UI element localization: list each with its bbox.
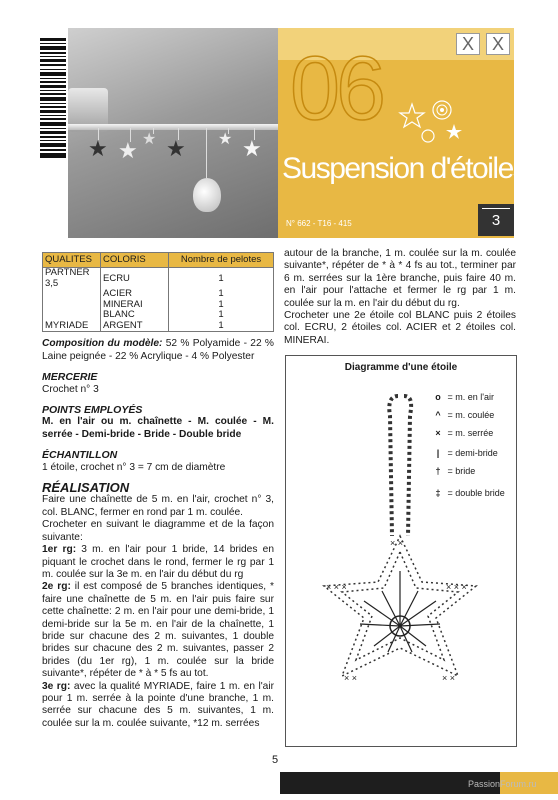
section-points [42,404,274,441]
table-header-pelotes: Nombre de pelotes [169,253,274,268]
curtain-rod [68,124,278,130]
row-label: 1er rg: [42,544,77,556]
section-title: RÉALISATION [42,480,130,496]
second-star-text: Crocheter une 2e étoile col BLANC puis 2 étoiles col. ECRU, 2 étoiles col. ACIER et 2 étoiles col. MINERAI. [284,310,516,346]
legend-text: = m. en l'air [447,392,495,402]
checkbox-difficulty-2: X [486,33,510,55]
slip-stitch-icon: ^ [435,410,441,420]
right-column [284,248,516,347]
row-1-instructions [42,544,274,581]
section-text: Faire une chaînette de 5 m. en l'air, crochet n° 3, col. BLANC, fermer en rond par 1 m. coulée. [42,494,274,518]
legend-text: = m. serrée [447,428,494,438]
glass-ornament [193,178,221,212]
svg-text:× ×: × × [344,673,358,683]
treble-crochet-icon: ‡ [435,488,441,498]
table-cell: ECRU [101,268,169,290]
barcode [40,38,66,158]
single-crochet-icon: × [435,428,441,438]
pattern-title: Suspension d'étoiles [282,152,527,185]
half-double-crochet-icon: | [436,448,440,458]
svg-text:× ×: × × [442,673,456,683]
star-ornament: ★ [88,136,108,161]
legend-text: = bride [447,466,476,476]
stars-decoration-icon [398,96,470,146]
section-text: M. en l'air ou m. chaînette - M. coulée - M. serrée - Demi-bride - Bride - Double bride [42,416,274,440]
table-cell: ARGENT [101,321,169,332]
thread [206,128,207,178]
table-row [43,321,274,332]
table-cell: 1 [169,310,274,321]
table-cell: 1 [169,268,274,290]
materials-table [42,252,274,332]
left-column [42,252,274,730]
table-cell [43,289,101,300]
table-row [43,289,274,300]
section-realisation [42,482,274,730]
svg-text:× × ×: × × × [446,582,467,592]
table-cell: 1 [169,289,274,300]
star-ornament: ★ [166,136,186,161]
page-tab-line [482,208,510,209]
pattern-number: 06 [290,39,383,139]
chain-stitch-icon: o [435,392,441,402]
site-watermark: PassionForum.ru [468,779,537,789]
section-text: Crochet n° 3 [42,383,99,395]
checkbox-difficulty-1: X [456,33,480,55]
table-row [43,300,274,311]
table-cell: PARTNER 3,5 [43,268,101,290]
star-ornament: ★ [142,131,157,148]
star-ornament: ★ [118,138,138,163]
section-title: ÉCHANTILLON [42,449,118,462]
composition-label: Composition du modèle: [42,338,163,350]
section-mercerie [42,371,274,396]
star-diagram [285,355,517,747]
row-text: il est composé de 5 branches identiques, * faire une chaînette de 5 m. en l'air puis faire sur cette chaînette: 2 m. en l'air pour une demi-bride, 1 demi-bride sur la 5e m. en l'air de la chaînette, 1 bride sur chacune des 2 m. suivantes, 1 double brides sur chacune des 2 m. suivantes, passer 2 brides (du 1er rg), 1 m. coulée sur la bride suivante*, répéter de * à * 5 fs au tot. [42,581,274,680]
row-label: 3e rg: [42,680,71,692]
row-2-instructions [42,581,274,680]
legend-text: = demi-bride [447,448,498,458]
row-label: 2e rg: [42,581,71,593]
page-number: 5 [272,754,279,766]
table-cell: ACIER [101,289,169,300]
table-header-coloris: COLORIS [101,253,169,268]
section-title: POINTS EMPLOYÉS [42,404,143,417]
table-row [43,268,274,290]
pattern-reference: N° 662 - T16 - 415 [286,219,352,228]
star-ornament: ★ [218,131,233,148]
section-text: Crocheter en suivant le diagramme et de la façon suivante: [42,519,274,543]
page-tab [478,204,514,236]
diagram-title: Diagramme d'une étoile [344,362,458,373]
legend-text: = double bride [447,488,505,498]
svg-text:× ×: × × [390,538,404,548]
header-photo [68,28,278,238]
composition [42,338,274,363]
star-chart-icon [286,356,516,746]
star-ornament: ★ [242,136,262,161]
composition-text: 52 % Polyamide - 22 % Laine peignée - 22 % Acrylique - 4 % Polyester [42,338,274,362]
row-text: avec la qualité MYRIADE, faire 1 m. en l'air pour 1 m. serrée à la pointe d'une branche, 1 m. serrée sur chacune des 5 m. suivantes, 1 m. coulée sur la m. coulée suivante, *12 m. serrées [42,680,274,729]
table-cell: BLANC [101,310,169,321]
table-cell: MYRIADE [43,321,101,332]
row-3-instructions [42,681,274,731]
section-title: MERCERIE [42,371,98,384]
page-tab-number: 3 [491,212,501,229]
svg-text:× × ×: × × × [326,582,347,592]
row-text: 3 m. en l'air pour 1 bride, 14 brides en piquant le crochet dans le rond, fermer le rg par 1 m. coulée sur la 3e m. en l'air du début du rg [42,544,274,580]
double-crochet-icon: † [435,466,441,476]
section-text: 1 étoile, crochet n° 3 = 7 cm de diamètre [42,461,226,473]
table-cell [43,300,101,311]
table-cell: 1 [169,300,274,311]
table-cell: MINERAI [101,300,169,311]
continuation-text: autour de la branche, 1 m. coulée sur la m. coulée suivante*, répéter de * à * 4 fs au tot., terminer par 6 m. serrées sur la 1ère branche, puis faire 40 m. en l'air pour l'attache et fermer le rg par 1 m. coulée sur la m. en l'air du début du rg. [284,248,516,309]
table-cell: 1 [169,321,274,332]
table-header-qualites: QUALITES [43,253,101,268]
footer-bar [280,772,500,794]
legend-text: = m. coulée [447,410,495,420]
section-echantillon [42,449,274,474]
